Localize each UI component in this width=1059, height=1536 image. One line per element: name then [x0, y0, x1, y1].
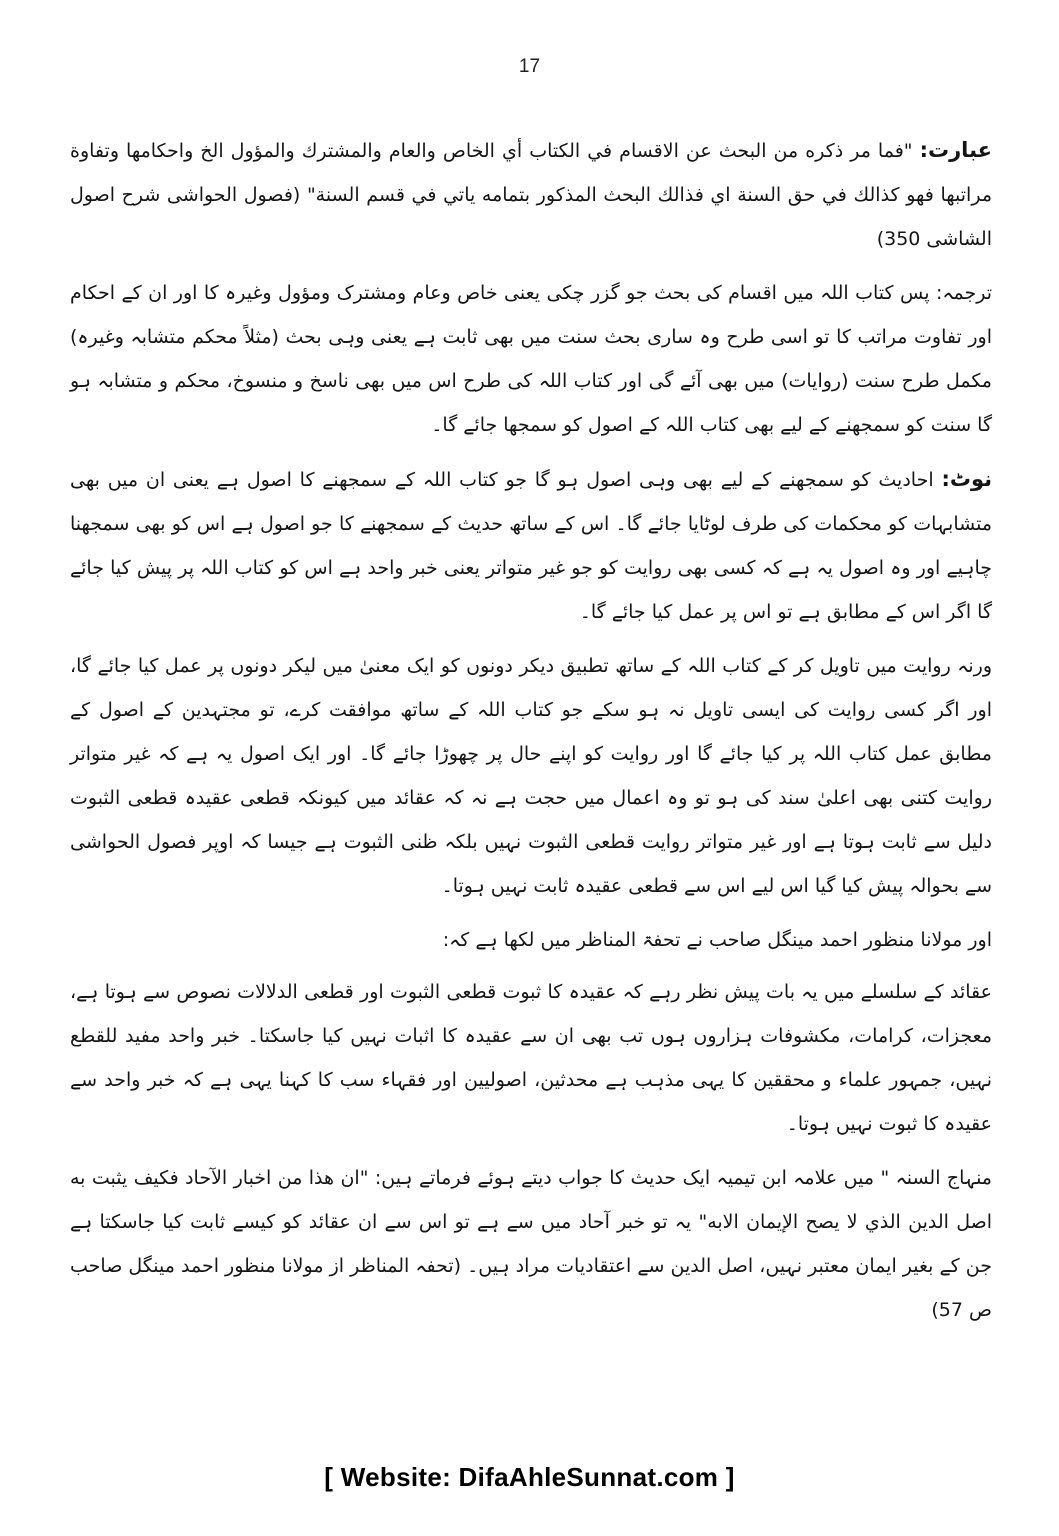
maulana-paragraph [70, 918, 992, 962]
website-footer: [ Website: DifaAhleSunnat.com ] [324, 1462, 735, 1492]
note-label: نوٹ: [941, 467, 992, 491]
note-paragraph [70, 457, 992, 634]
page-content [70, 128, 992, 1342]
aqaid-paragraph [70, 970, 992, 1146]
ibarat-label: عبارت: [919, 138, 992, 162]
ibarat-text: "فما مر ذكره من البحث عن الاقسام في الكتاب أي الخاص والعام والمشترك والمؤول الخ واحكامها وتفاوة مراتبها فهو كذالك في حق السنة اي فذالك البحث المذكور بتمامه ياتي في قسم السنة" (فصول الحواشی شرح اصول الشاشی 350) [70, 140, 992, 250]
aqaid-text: عقائد کے سلسلے میں یہ بات پیش نظر رہے کہ عقیدہ کا ثبوت قطعی الثبوت اور قطعی الدلالات نصوص سے ہوتا ہے، معجزات، کرامات، مکشوفات ہزاروں ہوں تب بھی ان سے عقیدہ کا اثبات نہیں کیا جاسکتا۔ خبر واحد مفید للقطع نہیں، جمہور علماء و محققین کا یہی مذہب ہے محدثین، اصولیین اور فقہاء سب کا کہنا یہی ہے کہ خبر واحد سے عقیدہ کا ثبوت نہیں ہوتا۔ [70, 981, 992, 1135]
warna-text: ورنہ روایت میں تاویل کر کے کتاب اللہ کے ساتھ تطبیق دیکر دونوں کو ایک معنیٰ میں لیکر دونوں پر عمل کیا جائے گا، اور اگر کسی روایت کی ایسی تاویل نہ ہو سکے جو کتاب اللہ کے ساتھ موافقت کرے، تو مجتہدین کے اصول کے مطابق عمل کتاب اللہ پر کیا جائے گا اور روایت کو اپنے حال پر چھوڑا جائے گا۔ اور ایک اصول یہ ہے کہ غیر متواتر روایت کتنی بھی اعلیٰ سند کی ہو تو وہ اعمال میں حجت ہے نہ کہ عقائد میں کیونکہ قطعی عقیدہ قطعی الثبوت دلیل سے ثابت ہوتا ہے اور غیر متواتر روایت قطعی الثبوت نہیں بلکہ ظنی الثبوت ہے جیسا کہ اوپر فصول الحواشی سے بحوالہ پیش کیا گیا اس لیے اس سے قطعی عقیدہ ثابت نہیں ہوتا۔ [70, 655, 992, 897]
page-number: 17 [518, 56, 541, 77]
maulana-text: اور مولانا منظور احمد مینگل صاحب نے تحفۃ المناظر میں لکھا ہے کہ: [442, 929, 992, 951]
minhaj-paragraph [70, 1156, 992, 1332]
note-text: احادیث کو سمجھنے کے لیے بھی وہی اصول ہو گا جو کتاب اللہ کے سمجھنے کا اصول ہے یعنی ان میں بھی متشابہات کو محکمات کی طرف لوٹایا جائے گا۔ اس کے ساتھ حدیث کے سمجھنے کا جو اصول ہے اس کو بھی سمجھنا چاہیے اور وہ اصول یہ ہے کہ کسی بھی روایت کو جو غیر متواتر یعنی خبر واحد ہے اس کو کتاب اللہ پر پیش کیا جائے گا اگر اس کے مطابق ہے تو اس پر عمل کیا جائے گا۔ [70, 469, 992, 623]
ibarat-paragraph [70, 128, 992, 261]
minhaj-text: منہاج السنہ " میں علامہ ابن تیمیہ ایک حدیث کا جواب دیتے ہوئے فرماتے ہیں: "ان هذا من اخبار الآحاد فكيف يثبت به اصل الدين الذي لا يصح الإيمان الابه" یہ تو خبر آحاد میں سے ہے تو اس سے ان عقائد کو کیسے ثابت کیا جاسکتا ہے جن کے بغیر ایمان معتبر نہیں، اصل الدین سے اعتقادیات مراد ہیں۔ (تحفہ المناظر از مولانا منظور احمد مینگل صاحب ص 57) [70, 1167, 992, 1321]
tarjuma-text: ترجمہ: پس کتاب اللہ میں اقسام کی بحث جو گزر چکی یعنی خاص وعام ومشترک ومؤول وغیرہ کا اور ان کے احکام اور تفاوت مراتب کا تو اسی طرح وہ ساری بحث سنت میں بھی ثابت ہے یعنی وہی بحث (مثلاً محکم متشابہ وغیرہ) مکمل طرح سنت (روایات) میں بھی آئے گی اور کتاب اللہ کی طرح اس میں بھی ناسخ و منسوخ، محکم و متشابہ ہو گا سنت کو سمجھنے کے لیے بھی کتاب اللہ کے اصول کو سمجھا جائے گا۔ [70, 282, 992, 436]
warna-paragraph [70, 644, 992, 908]
tarjuma-paragraph [70, 271, 992, 447]
